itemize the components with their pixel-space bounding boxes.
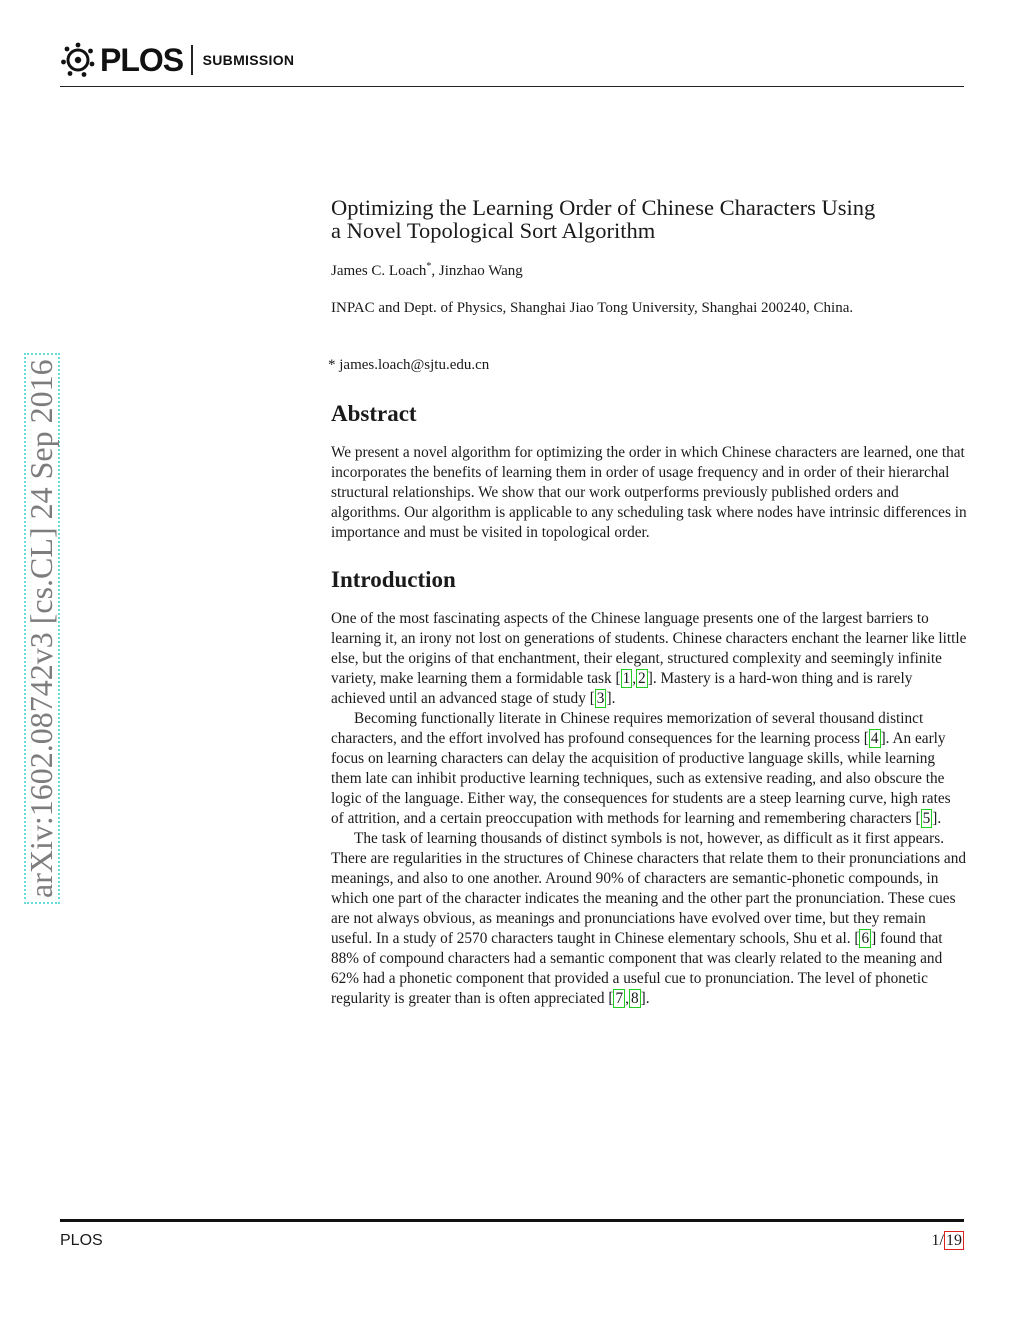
paper-title bbox=[331, 196, 967, 242]
introduction-heading: Introduction bbox=[331, 567, 456, 592]
footer-journal: PLOS bbox=[60, 1232, 103, 1249]
citation-link[interactable]: 7 bbox=[615, 990, 624, 1007]
title-line-2: a Novel Topological Sort Algorithm bbox=[331, 218, 656, 243]
plos-logo bbox=[60, 42, 294, 78]
citation-link[interactable]: 5 bbox=[922, 810, 931, 827]
abstract-heading: Abstract bbox=[331, 401, 417, 426]
intro-paragraph-2: Becoming functionally literate in Chinese requires memorization of several thousand distinct characters, and the effort involved has profound consequences for the learning process [ 4 ]. An early focus on learning characters can delay the acquisition of productive language skills, while learning them late can inhibit productive learning techniques, such as extensive reading, and also obscure the logic of the language. Either way, the consequences for students are a steep learning curve, high rates of attrition, and a certain preoccupation with methods for learning and remembering characters [ 5 ]. bbox=[331, 710, 951, 827]
citation-separator: , bbox=[625, 990, 629, 1007]
plos-logo-icon bbox=[60, 42, 96, 78]
citation-separator: , bbox=[632, 670, 637, 687]
corresponding-email bbox=[328, 357, 967, 374]
author-1: James C. Loach bbox=[331, 263, 427, 279]
page-total-link[interactable]: 19 bbox=[946, 1232, 962, 1249]
paper-content bbox=[328, 195, 967, 1009]
introduction-body bbox=[331, 609, 967, 1009]
intro-p1-text-b: . Mastery is a hard-won thing and is rarely achieved until an advanced stage of study bbox=[331, 670, 913, 707]
arxiv-stamp[interactable]: arXiv:1602.08742v3 [cs.CL] 24 Sep 2016 bbox=[24, 353, 60, 904]
submission-label: SUBMISSION bbox=[202, 52, 295, 68]
citation-link[interactable]: 1 bbox=[622, 670, 631, 687]
citation-link[interactable]: 3 bbox=[596, 690, 605, 707]
footer-rule bbox=[60, 1219, 964, 1222]
plos-logo-text: PLOS bbox=[100, 41, 184, 78]
affiliation: INPAC and Dept. of Physics, Shanghai Jiao Tong University, Shanghai 200240, China. bbox=[331, 300, 854, 316]
intro-p3-text-b: found that 88% of compound characters had a semantic component that was clearly related to the meaning and 62% had a phonetic component that provided a useful cue to pronunciation. The level of phonetic regularity is greater than is often appreciated bbox=[331, 930, 943, 1007]
citation-link[interactable]: 2 bbox=[638, 670, 646, 687]
intro-paragraph-3: The task of learning thousands of distinct symbols is not, however, as difficult as it first appears. There are regularities in the structures of Chinese characters that relate them to their pronunciations and meanings, and also to one another. Around 90% of characters are semantic-phonetic compounds, in which one part of the character indicates the meaning and the other part the pronunciation. These cues are not always obvious, as meanings and pronunciations have evolved over time, but they remain useful. In a study of 2570 characters taught in Chinese elementary schools, Shu et al. [ 6 ] found that 88% of compound characters had a semantic component that was clearly related to the meaning and 62% had a phonetic component that provided a useful cue to pronunciation. The level of phonetic regularity is greater than is often appreciated [ 7 , 8 ]. bbox=[331, 830, 966, 1007]
logo-divider bbox=[191, 45, 193, 75]
citation-link[interactable]: 4 bbox=[870, 730, 879, 747]
abstract-text: We present a novel algorithm for optimizing the order in which Chinese characters are learned, one that incorporates the benefits of learning them in order of usage frequency and in order of their hierarchal structural relationships. We show that our work outperforms previously published orders and algorithms. Our algorithm is applicable to any scheduling task where nodes have intrinsic differences in importance and must be visited in topological order. bbox=[331, 444, 967, 541]
intro-p2-end: . bbox=[937, 810, 942, 827]
title-line-1: Optimizing the Learning Order of Chinese Characters Using bbox=[331, 195, 876, 220]
email-address[interactable]: james.loach@sjtu.edu.cn bbox=[339, 357, 490, 373]
intro-p1-text-a: One of the most fascinating aspects of the Chinese language presents one of the largest barriers to learning it, an irony not lost on generations of students. Chinese characters enchant the learner like little else, but the origins of that enchantment, their elegant, structured complexity and seemingly infinite variety, make learning them a formidable task bbox=[331, 610, 967, 687]
intro-p3-end: . bbox=[645, 990, 650, 1007]
intro-p1-end: . bbox=[611, 690, 616, 707]
author-list bbox=[331, 261, 967, 280]
intro-p3-text-a: The task of learning thousands of distinct symbols is not, however, as difficult as it first appears. There are regularities in the structures of Chinese characters that relate them to their pronunciations and meanings, and also to one another. Around 90% of characters are semantic-phonetic compounds, in which one part of the character indicates the meaning and the other part the pronunciation. These cues are not always obvious, as meanings and pronunciations have evolved over time, but they remain useful. In a study of 2570 characters taught in Chinese elementary schools, Shu et al. bbox=[331, 830, 966, 947]
corresponding-mark: * bbox=[426, 261, 432, 272]
citation-link[interactable]: 6 bbox=[861, 930, 870, 947]
page-header bbox=[60, 40, 964, 87]
email-mark: * bbox=[328, 357, 336, 373]
page-current: 1/ bbox=[931, 1232, 944, 1249]
page-number bbox=[932, 1232, 964, 1250]
intro-p2-text-b: . An early focus on learning characters can delay the acquisition of productive language skills, while learning them late can inhibit productive learning techniques, such as extensive reading, and also obscure the logic of the language. Either way, the consequences for students are a steep learning curve, high rates of attrition, and a certain preoccupation with methods for learning and remembering characters bbox=[331, 730, 951, 827]
author-2: Jinzhao Wang bbox=[438, 263, 523, 279]
intro-p2-text-a: Becoming functionally literate in Chinese requires memorization of several thousand distinct characters, and the effort involved has profound consequences for the learning process bbox=[331, 710, 924, 747]
citation-link[interactable]: 8 bbox=[630, 990, 639, 1007]
author-separator: , bbox=[431, 263, 439, 279]
intro-paragraph-1: One of the most fascinating aspects of the Chinese language presents one of the largest barriers to learning it, an irony not lost on generations of students. Chinese characters enchant the learner like little else, but the origins of that enchantment, their elegant, structured complexity and seemingly infinite variety, make learning them a formidable task [ 1 , 2 ]. Mastery is a hard-won thing and is rarely achieved until an advanced stage of study [ 3 ]. bbox=[331, 610, 967, 707]
